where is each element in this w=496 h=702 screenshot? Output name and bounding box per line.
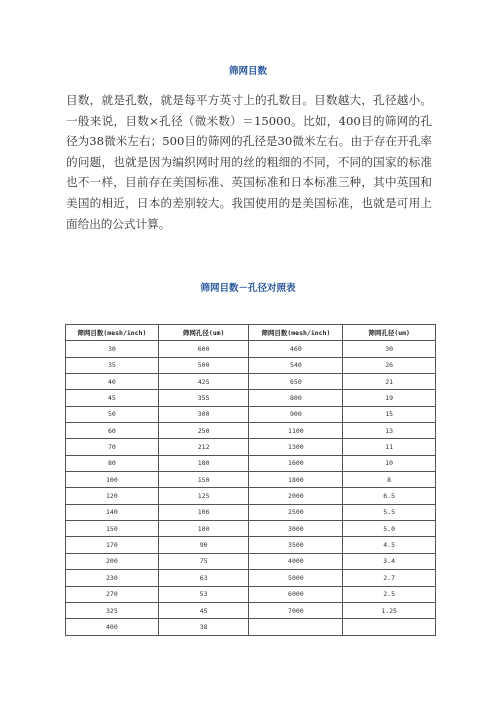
cell-mesh-2: 4000 bbox=[249, 553, 343, 569]
table-row bbox=[66, 619, 436, 635]
cell-mesh-2: 900 bbox=[249, 406, 343, 422]
table-row bbox=[66, 472, 436, 488]
cell-aperture-1: 45 bbox=[158, 602, 249, 618]
cell-aperture-2: 6.5 bbox=[343, 488, 436, 504]
table-row bbox=[66, 504, 436, 520]
cell-aperture-1: 75 bbox=[158, 553, 249, 569]
cell-aperture-2: 3.4 bbox=[343, 553, 436, 569]
cell-aperture-1: 63 bbox=[158, 570, 249, 586]
table-row bbox=[66, 553, 436, 569]
cell-mesh-2: 6000 bbox=[249, 586, 343, 602]
cell-mesh-2 bbox=[249, 619, 343, 635]
cell-aperture-1: 106 bbox=[158, 504, 249, 520]
cell-mesh-2: 1100 bbox=[249, 423, 343, 439]
table-row bbox=[66, 455, 436, 471]
cell-mesh-2: 5000 bbox=[249, 570, 343, 586]
cell-mesh-1: 50 bbox=[66, 406, 159, 422]
cell-aperture-2: 11 bbox=[343, 439, 436, 455]
cell-aperture-1: 125 bbox=[158, 488, 249, 504]
table-body bbox=[66, 341, 436, 635]
cell-mesh-2: 3000 bbox=[249, 521, 343, 537]
paragraph-text: 目数，就是孔数，就是每平方英寸上的孔数目。目数越大，孔径越小。一般来说，目数×孔径（微米数）＝15000。比如，400目的筛网的孔径为38微米左右；500目的筛网的孔径是30微米左右。由于存在开孔率的问题，也就是因为编织网时用的丝的粗细的不同，不同的国家的标准也不一样，目前存在美国标准、英国标准和日本标准三种，其中英国和美国的相近，日本的差别较大。我国使用的是美国标准，也就是可用上面给出的公式计算。 bbox=[66, 93, 432, 231]
cell-mesh-1: 270 bbox=[66, 586, 159, 602]
cell-mesh-2: 1800 bbox=[249, 472, 343, 488]
cell-mesh-1: 30 bbox=[66, 341, 159, 357]
cell-aperture-2: 30 bbox=[343, 341, 436, 357]
table-title: 筛网目数－孔径对照表 bbox=[200, 283, 296, 294]
cell-mesh-1: 400 bbox=[66, 619, 159, 635]
cell-mesh-1: 70 bbox=[66, 439, 159, 455]
header-mesh-1: 筛网目数(mesh/inch) bbox=[66, 325, 159, 341]
cell-mesh-2: 650 bbox=[249, 374, 343, 390]
cell-mesh-1: 325 bbox=[66, 602, 159, 618]
cell-mesh-1: 120 bbox=[66, 488, 159, 504]
cell-aperture-2: 2.5 bbox=[343, 586, 436, 602]
table-row bbox=[66, 357, 436, 373]
cell-mesh-1: 80 bbox=[66, 455, 159, 471]
cell-mesh-1: 170 bbox=[66, 537, 159, 553]
table-row bbox=[66, 341, 436, 357]
table-row bbox=[66, 390, 436, 406]
header-aperture-1: 筛网孔径(um) bbox=[158, 325, 249, 341]
cell-mesh-2: 1600 bbox=[249, 455, 343, 471]
cell-mesh-1: 100 bbox=[66, 472, 159, 488]
table-row bbox=[66, 423, 436, 439]
cell-mesh-1: 40 bbox=[66, 374, 159, 390]
cell-aperture-1: 53 bbox=[158, 586, 249, 602]
cell-mesh-2: 460 bbox=[249, 341, 343, 357]
cell-mesh-2: 1300 bbox=[249, 439, 343, 455]
cell-mesh-2: 3500 bbox=[249, 537, 343, 553]
cell-mesh-2: 800 bbox=[249, 390, 343, 406]
cell-aperture-1: 250 bbox=[158, 423, 249, 439]
cell-mesh-2: 2500 bbox=[249, 504, 343, 520]
cell-aperture-1: 38 bbox=[158, 619, 249, 635]
cell-mesh-1: 200 bbox=[66, 553, 159, 569]
table-header-row bbox=[66, 325, 436, 341]
cell-aperture-1: 355 bbox=[158, 390, 249, 406]
cell-aperture-1: 212 bbox=[158, 439, 249, 455]
header-mesh-2: 筛网目数(mesh/inch) bbox=[249, 325, 343, 341]
table-row bbox=[66, 521, 436, 537]
table-row bbox=[66, 602, 436, 618]
cell-aperture-2: 19 bbox=[343, 390, 436, 406]
table-row bbox=[66, 406, 436, 422]
cell-aperture-2: 5.0 bbox=[343, 521, 436, 537]
cell-aperture-1: 600 bbox=[158, 341, 249, 357]
table-row bbox=[66, 374, 436, 390]
cell-mesh-1: 45 bbox=[66, 390, 159, 406]
cell-aperture-2: 1.25 bbox=[343, 602, 436, 618]
cell-mesh-1: 150 bbox=[66, 521, 159, 537]
cell-aperture-2: 8 bbox=[343, 472, 436, 488]
table-row bbox=[66, 439, 436, 455]
cell-aperture-2: 5.5 bbox=[343, 504, 436, 520]
page-title: 筛网目数 bbox=[228, 66, 267, 77]
cell-mesh-2: 540 bbox=[249, 357, 343, 373]
cell-mesh-1: 60 bbox=[66, 423, 159, 439]
table-row bbox=[66, 586, 436, 602]
table-row bbox=[66, 570, 436, 586]
cell-aperture-1: 180 bbox=[158, 455, 249, 471]
cell-aperture-1: 150 bbox=[158, 472, 249, 488]
table-row bbox=[66, 488, 436, 504]
cell-mesh-1: 140 bbox=[66, 504, 159, 520]
cell-aperture-2: 21 bbox=[343, 374, 436, 390]
cell-aperture-1: 300 bbox=[158, 406, 249, 422]
cell-aperture-1: 100 bbox=[158, 521, 249, 537]
mesh-aperture-table bbox=[65, 324, 436, 636]
cell-mesh-2: 2000 bbox=[249, 488, 343, 504]
cell-mesh-1: 230 bbox=[66, 570, 159, 586]
cell-aperture-2: 26 bbox=[343, 357, 436, 373]
cell-aperture-1: 500 bbox=[158, 357, 249, 373]
cell-aperture-2: 10 bbox=[343, 455, 436, 471]
cell-aperture-2: 15 bbox=[343, 406, 436, 422]
table-row bbox=[66, 537, 436, 553]
cell-mesh-2: 7000 bbox=[249, 602, 343, 618]
cell-aperture-2: 2.7 bbox=[343, 570, 436, 586]
header-aperture-2: 筛网孔径(um) bbox=[343, 325, 436, 341]
body-paragraph bbox=[66, 90, 432, 234]
cell-mesh-1: 35 bbox=[66, 357, 159, 373]
cell-aperture-2: 13 bbox=[343, 423, 436, 439]
cell-aperture-2: 4.5 bbox=[343, 537, 436, 553]
cell-aperture-2 bbox=[343, 619, 436, 635]
cell-aperture-1: 425 bbox=[158, 374, 249, 390]
cell-aperture-1: 90 bbox=[158, 537, 249, 553]
